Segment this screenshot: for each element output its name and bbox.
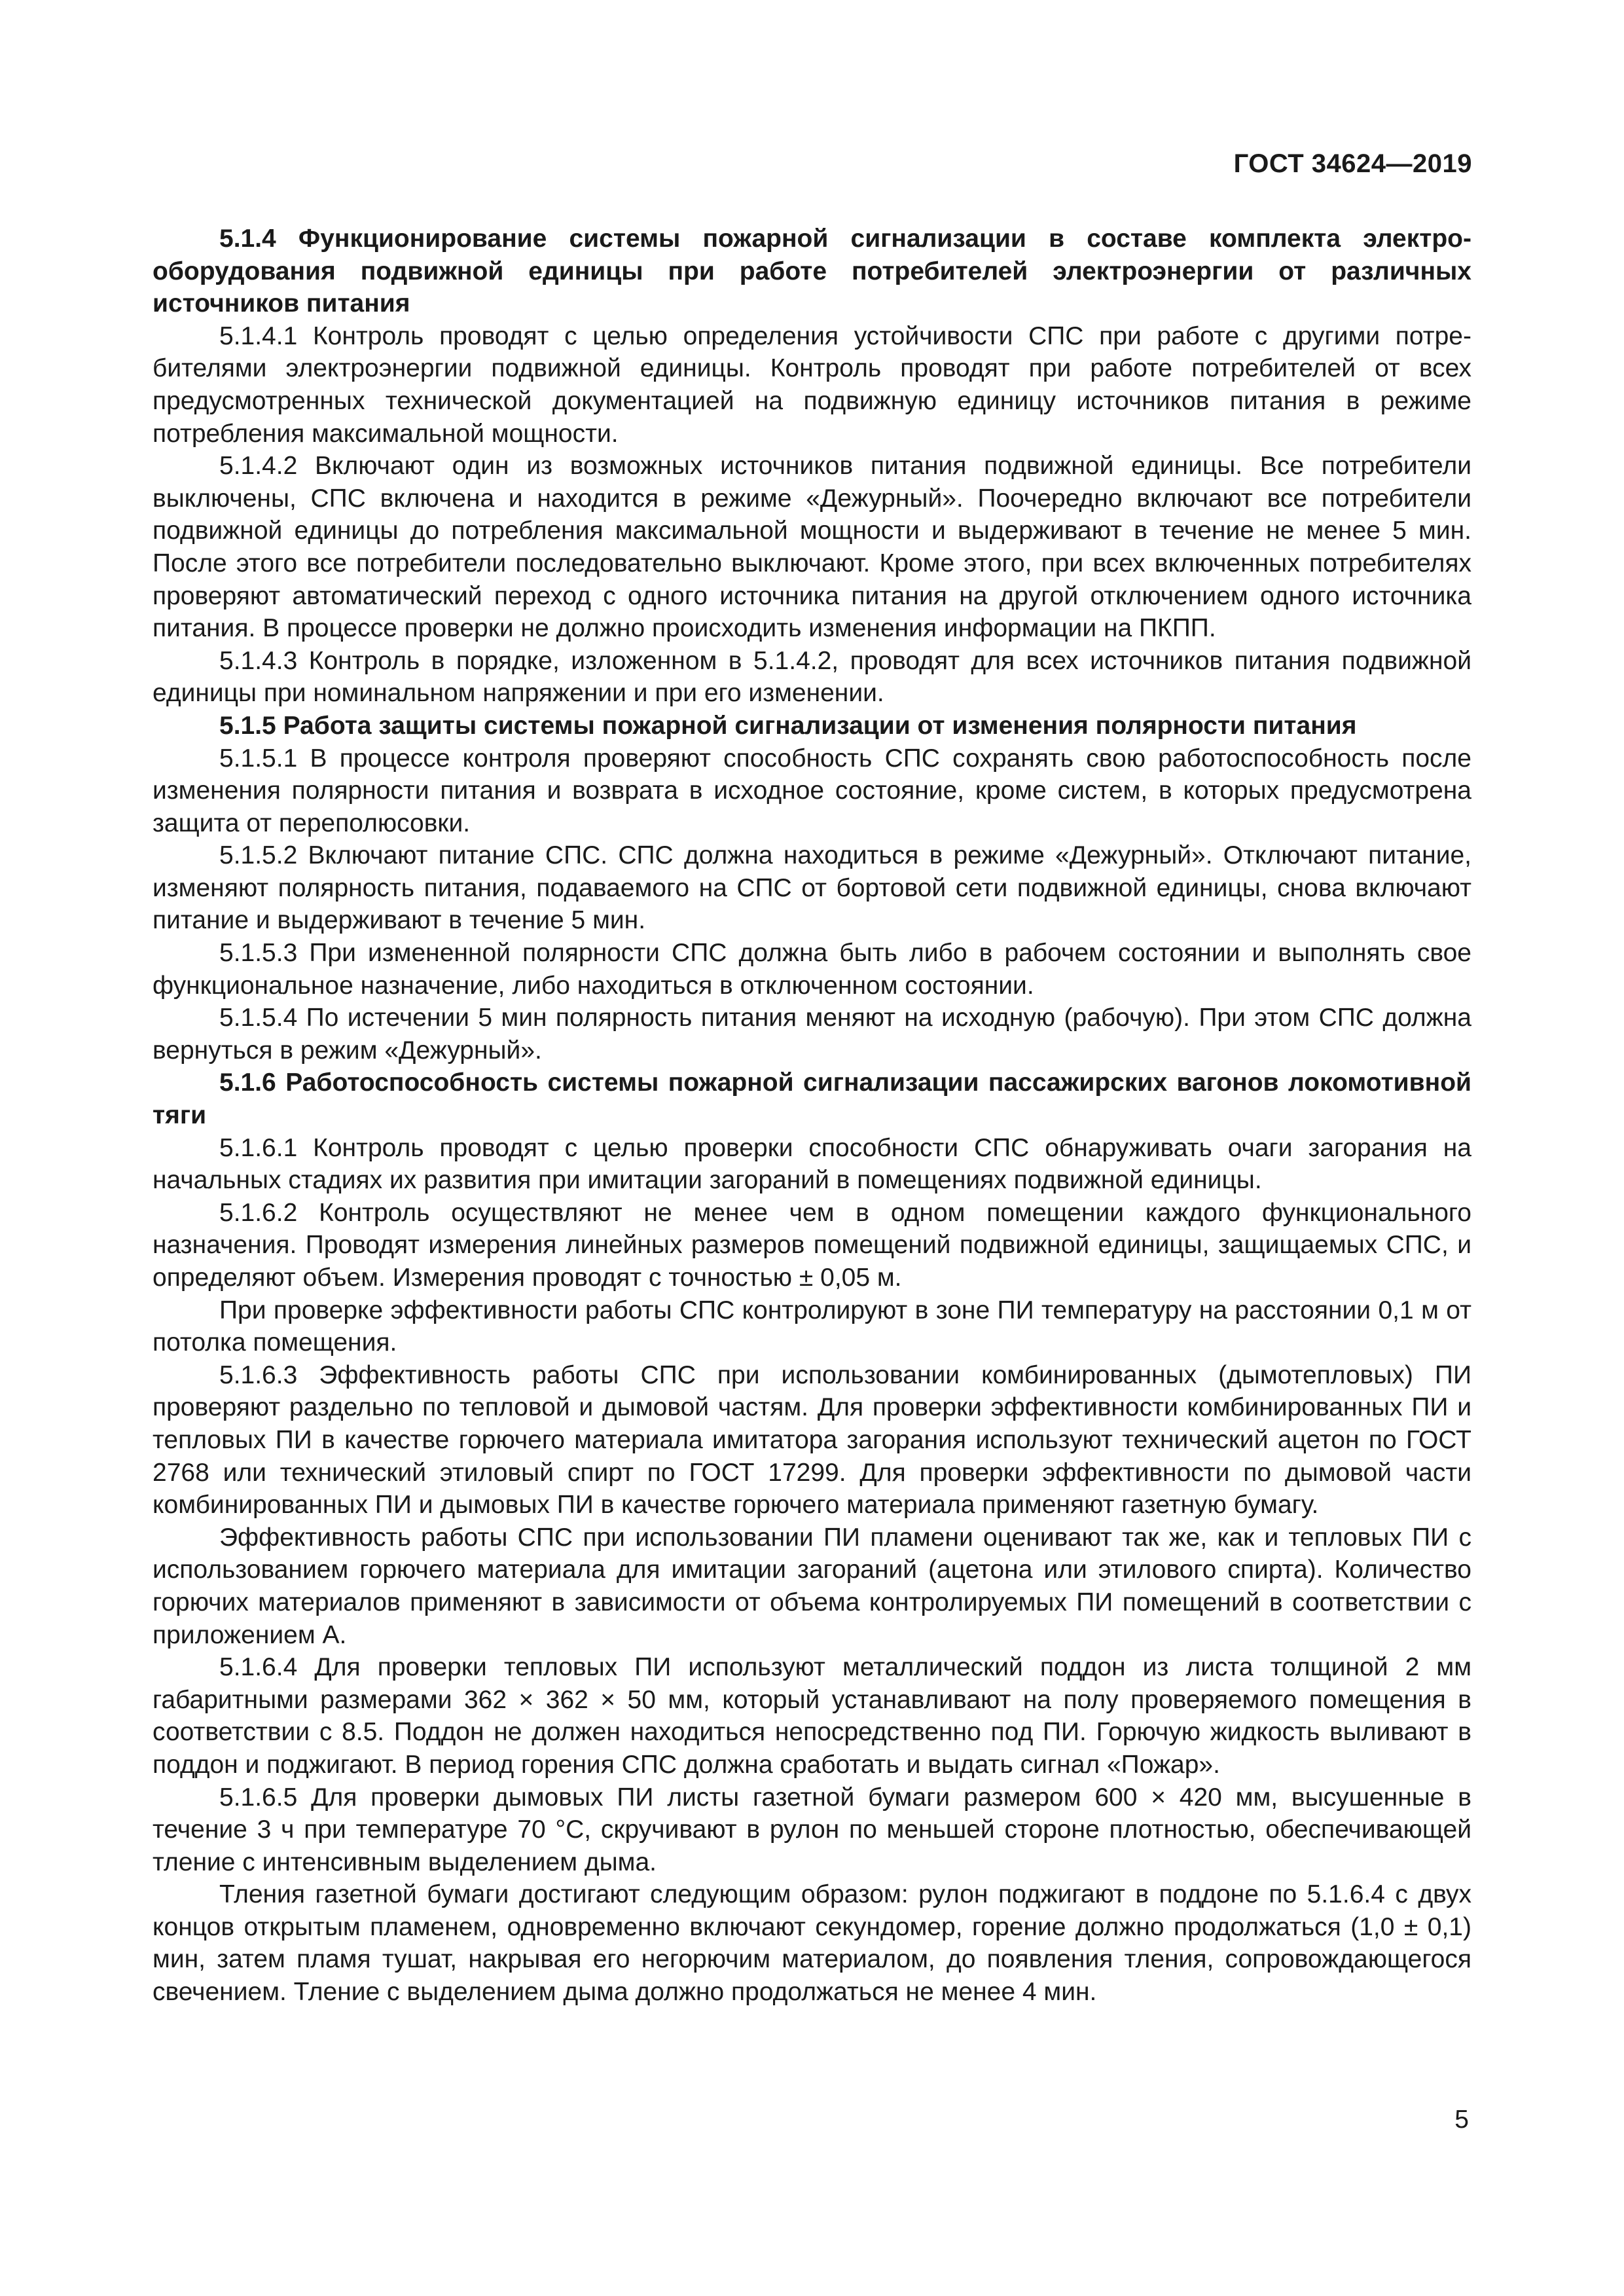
paragraph: 5.1.6.1 Контроль проводят с целью проверки способности СПС обнаруживать очаги загорания на начальных стадиях их развития при имитации загораний в помещениях подвижной единицы. xyxy=(153,1133,1471,1195)
document-body xyxy=(153,223,1471,2009)
paragraph: 5.1.4.1 Контроль проводят с целью определения устойчивости СПС при работе с другими потребителями электроэнергии подвижной единицы. Контроль проводят при работе потребителей от всех предусмотренных технической документацией на подвижную единицу источников питания в режиме потребления максимальной мощности. xyxy=(153,321,1471,448)
paragraph: 5.1.5.2 Включают питание СПС. СПС должна находиться в режиме «Дежурный». Отключают питание, изменяют полярность питания, подаваемого на СПС от бортовой сети подвижной единицы, снова включают питание и выдерживают в течение 5 мин. xyxy=(153,841,1471,935)
paragraph: 5.1.6.2 Контроль осуществляют не менее чем в одном помещении каждого функционального назначения. Проводят измерения линейных размеров помещений подвижной единицы, защищаемых СПС, и определяют объем. Измерения проводят с точностью ± 0,05 м. xyxy=(153,1198,1471,1292)
paragraph: 5.1.5.3 При измененной полярности СПС должна быть либо в рабочем состоянии и выполнять свое функциональное назначение, либо находиться в отключенном состоянии. xyxy=(153,939,1471,1000)
paragraph: При проверке эффективности работы СПС контролируют в зоне ПИ температуру на расстоянии 0,1 м от потолка помещения. xyxy=(153,1296,1471,1357)
paragraph: Тления газетной бумаги достигают следующим образом: рулон поджигают в поддоне по 5.1.6.4 с двух концов открытым пламенем, одновременно включают секундомер, горение должно продолжаться (1,0 ± 0,1) мин, затем пламя тушат, накрывая его негорючим материалом, до появления тления, сопровождающегося свечением. Тление с выделением дыма должно продолжаться не менее 4 мин. xyxy=(153,1880,1471,2007)
paragraph: 5.1.6.5 Для проверки дымовых ПИ листы газетной бумаги размером 600 × 420 мм, высушенные в течение 3 ч при температуре 70 °С, скручивают в рулон по меньшей стороне плотностью, обеспечивающей тление с интенсивным выделением дыма. xyxy=(153,1783,1471,1876)
paragraph: Эффективность работы СПС при использовании ПИ пламени оценивают так же, как и тепловых ПИ с использованием горючего материала для имитации загораний (ацетона или этилового спирта). Количество горючих материалов применяют в зависимости от объема контролируемых ПИ помещений в соответствии с приложением А. xyxy=(153,1523,1471,1649)
paragraph: 5.1.6.4 Для проверки тепловых ПИ используют металлический поддон из листа толщиной 2 мм габаритными размерами 362 × 362 × 50 мм, который устанавливают на полу проверяемого помещения в соответствии с 8.5. Поддон не должен находиться непосредственно под ПИ. Горючую жидкость выливают в поддон и поджигают. В период горения СПС должна сработать и выдать сигнал «Пожар». xyxy=(153,1653,1471,1779)
document-header: ГОСТ 34624—2019 xyxy=(1233,149,1472,178)
section-heading: 5.1.6 Работоспособность системы пожарной сигнализации пассажирских вагонов локомотивной тяги xyxy=(153,1068,1471,1130)
paragraph: 5.1.5.4 По истечении 5 мин полярность питания меняют на исходную (рабочую). При этом СПС должна вернуться в режим «Дежурный». xyxy=(153,1004,1471,1065)
page-number: 5 xyxy=(1454,2105,1469,2134)
paragraph: 5.1.4.2 Включают один из возможных источников питания подвижной единицы. Все потребители выключены, СПС включена и находится в режиме «Дежурный». Поочередно включают все потребители подвижной единицы до потребления максимальной мощности и выдерживают в течение не менее 5 мин. После этого все потребители последовательно выключают. Кроме этого, при всех включенных потребителях проверяют автоматический переход с одного источника питания на другой отключением одного источника питания. В процессе проверки не должно происходить изменения информации на ПКПП. xyxy=(153,452,1471,643)
section-heading: 5.1.4 Функционирование системы пожарной сигнализации в составе комплекта электрооборудования подвижной единицы при работе потребителей электроэнергии от различных источников питания xyxy=(153,225,1471,318)
paragraph: 5.1.5.1 В процессе контроля проверяют способность СПС сохранять свою работоспособность после изменения полярности питания и возврата в исходное состояние, кроме систем, в которых предусмотрена защита от переполюсовки. xyxy=(153,744,1471,837)
paragraph: 5.1.6.3 Эффективность работы СПС при использовании комбинированных (дымотепловых) ПИ проверяют раздельно по тепловой и дымовой частям. Для проверки эффективности комбинированных ПИ и тепловых ПИ в качестве горючего материала имитатора загорания используют технический ацетон по ГОСТ 2768 или технический этиловый спирт по ГОСТ 17299. Для проверки эффективности по дымовой части комбинированных ПИ и дымовых ПИ в качестве горючего материала применяют газетную бумагу. xyxy=(153,1360,1471,1520)
paragraph: 5.1.4.3 Контроль в порядке, изложенном в 5.1.4.2, проводят для всех источников питания подвижной единицы при номинальном напряжении и при его изменении. xyxy=(153,646,1471,708)
section-heading: 5.1.5 Работа защиты системы пожарной сигнализации от изменения полярности питания xyxy=(219,711,1357,740)
